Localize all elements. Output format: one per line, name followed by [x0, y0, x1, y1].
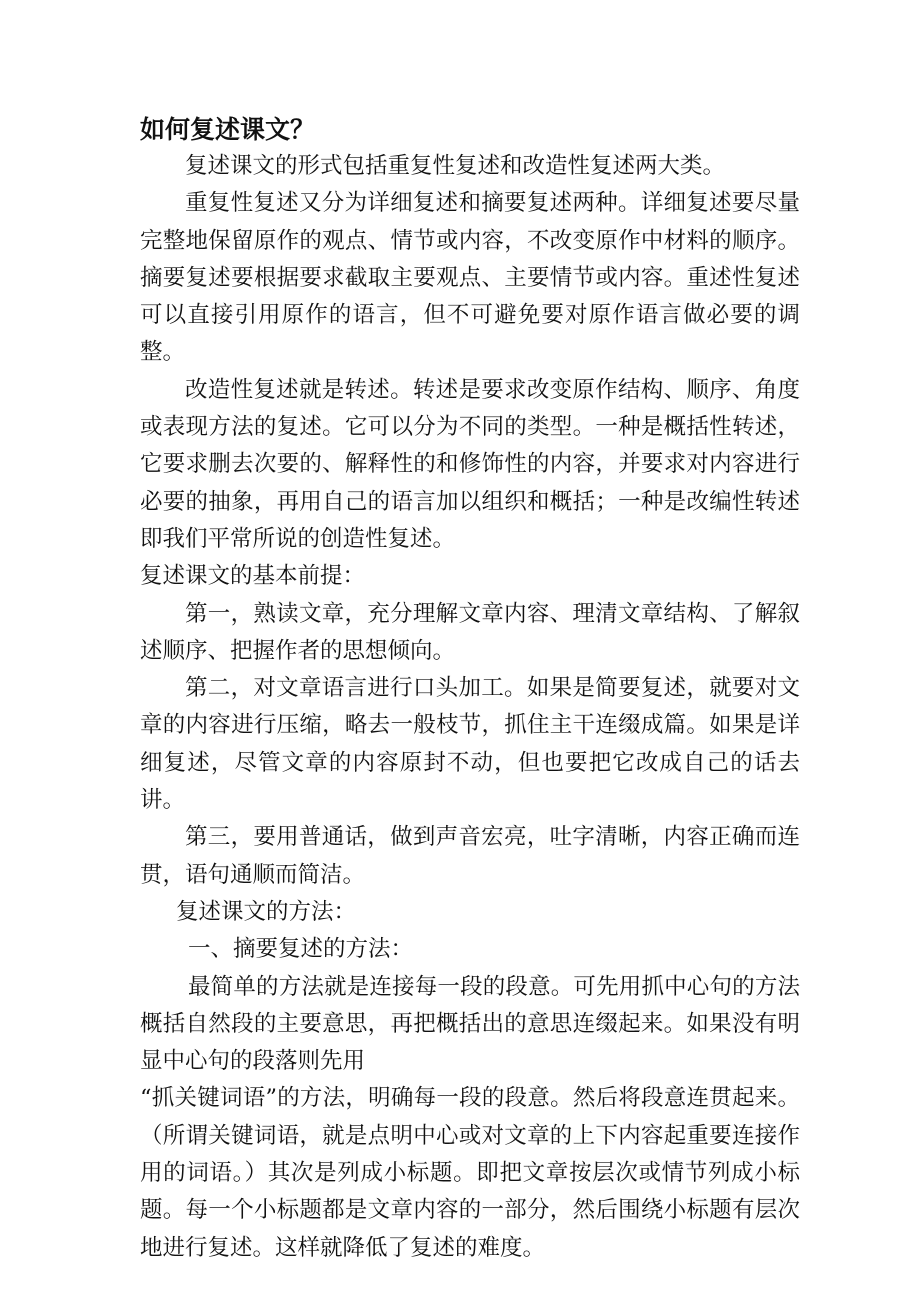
paragraph-summary-method: 最简单的方法就是连接每一段的段意。可先用抓中心句的方法概括自然段的主要意思，再把概括出的意思连缀起来。如果没有明显中心句的段落则先用: [140, 973, 800, 1075]
document-title: 如何复述课文？: [140, 115, 316, 144]
paragraph-transformative-retelling: 改造性复述就是转述。转述是要求改变原作结构、顺序、角度或表现方法的复述。它可以分为不同的类型。一种是概括性转述，它要求删去次要的、解释性的和修饰性的内容，并要求对内容进行必要的抽象，再用自己的语言加以组织和概括；一种是改编性转述即我们平常所说的创造性复述。: [140, 376, 800, 552]
subheading-summary-method: 一、摘要复述的方法：: [188, 936, 414, 963]
section-heading-methods: 复述课文的方法：: [176, 898, 357, 925]
paragraph-repetitive-retelling: 重复性复述又分为详细复述和摘要复述两种。详细复述要尽量完整地保留原作的观点、情节或内容，不改变原作中材料的顺序。摘要复述要根据要求截取主要观点、主要情节或内容。重述性复述可以直接引用原作的语言，但不可避免要对原作语言做必要的调整。: [140, 190, 800, 366]
paragraph-intro: 复述课文的形式包括重复性复述和改造性复述两大类。: [185, 153, 726, 179]
paragraph-keywords-method: “抓关键词语”的方法，明确每一段的段意。然后将段意连贯起来。（所谓关键词语，就是点明中心或对文章的上下内容起重要连接作用的词语。）其次是列成小标题。即把文章按层次或情节列成小标题。每一个小标题都是文章内容的一部分，然后围绕小标题有层次地进行复述。这样就降低了复述的难度。: [140, 1085, 800, 1261]
paragraph-third: 第三，要用普通话，做到声音宏亮，吐字清晰，内容正确而连贯，语句通顺而简洁。: [140, 824, 800, 888]
section-heading-prerequisites: 复述课文的基本前提：: [140, 563, 366, 590]
paragraph-second: 第二，对文章语言进行口头加工。如果是简要复述，就要对文章的内容进行压缩，略去一般枝节，抓住主干连缀成篇。如果是详细复述，尽管文章的内容原封不动，但也要把它改成自己的话去讲。: [140, 675, 800, 814]
paragraph-first: 第一，熟读文章，充分理解文章内容、理清文章结构、了解叙述顺序、把握作者的思想倾向。: [140, 600, 800, 664]
document-page: [140, 112, 800, 1267]
